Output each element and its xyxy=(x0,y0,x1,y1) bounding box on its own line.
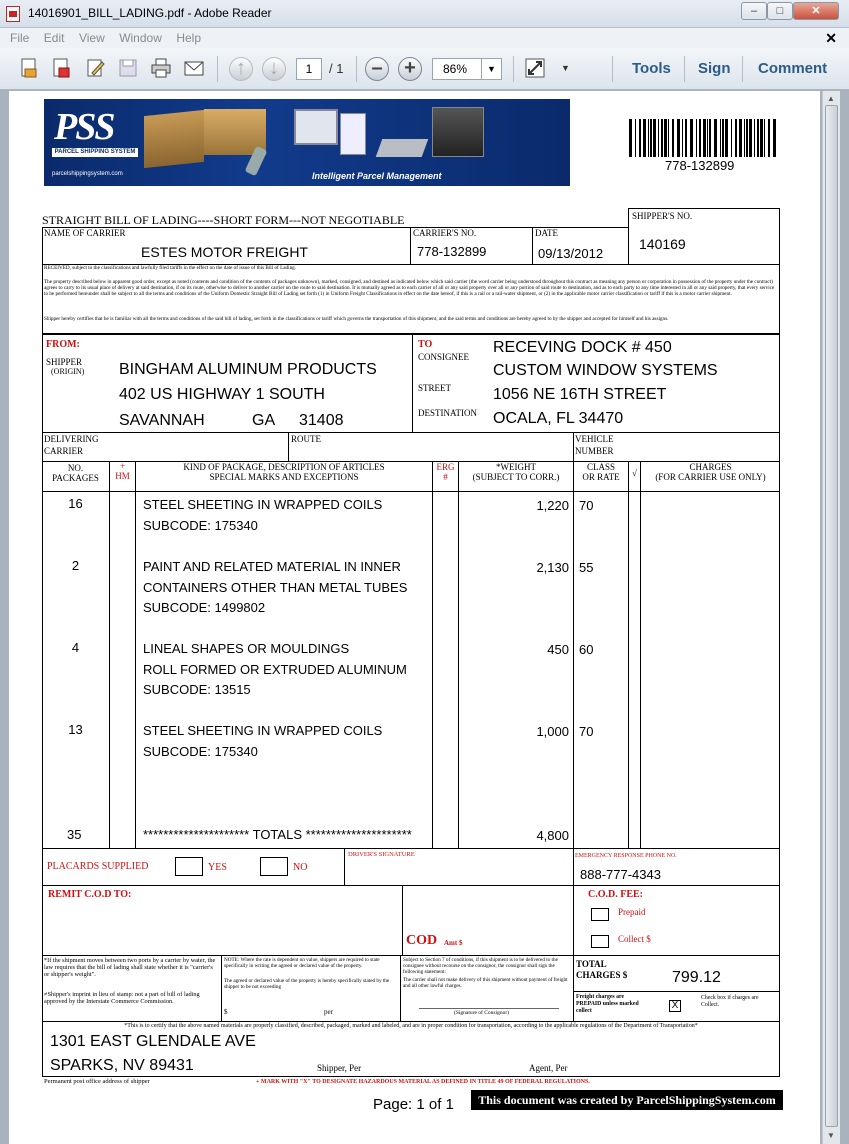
divider xyxy=(573,885,574,956)
po-address-label: Permanent post office address of shipper xyxy=(44,1078,150,1085)
col-weight-line2: (SUBJECT TO CORR.) xyxy=(472,472,560,482)
item-weight: 2,130 xyxy=(536,560,569,575)
received-terms: RECEIVED, subject to the classifications and lawfully filed tariffs in the effect on the date of issue of this Bill of Lading. xyxy=(44,265,297,271)
close-window-button[interactable]: ✕ xyxy=(793,2,839,20)
menu-view[interactable]: View xyxy=(78,31,105,45)
cod-label: COD xyxy=(406,933,438,948)
item-description-line: ROLL FORMED OR EXTRUDED ALUMINUM xyxy=(143,661,407,677)
number-label: NUMBER xyxy=(575,446,614,456)
item-weight: 450 xyxy=(547,642,569,657)
maximize-button[interactable]: □ xyxy=(767,2,793,20)
barcode-bar xyxy=(682,119,683,157)
section7-statement: The carrier shall not make delivery of this shipment without payment of freight and all other lawful charges. xyxy=(403,977,568,989)
barcode-bar xyxy=(635,119,636,157)
col-check: √ xyxy=(632,468,637,478)
agent-per-label: Agent, Per xyxy=(529,1063,568,1073)
total-charges-value: 799.12 xyxy=(672,969,721,986)
per-label: per xyxy=(324,1008,333,1016)
print-icon[interactable] xyxy=(150,57,172,79)
item-class: 70 xyxy=(579,498,594,513)
barcode-bar xyxy=(639,119,641,157)
no-label: NO xyxy=(293,862,308,873)
delivering-row xyxy=(42,432,780,462)
prepaid-checkbox[interactable] xyxy=(591,908,609,921)
barcode-bar xyxy=(749,119,752,157)
options-icon[interactable]: ▼ xyxy=(561,63,570,73)
barcode-bar xyxy=(764,119,765,157)
shipper-no-value: 140169 xyxy=(639,236,686,252)
barcode-bar xyxy=(685,119,687,157)
barcode-bar xyxy=(735,119,737,157)
computer-tower-image xyxy=(340,113,366,155)
po-street: 1301 EAST GLENDALE AVE xyxy=(50,1033,256,1050)
emergency-phone-label: EMERGENCY RESPONSE PHONE NO. xyxy=(575,853,677,859)
barcode-bar xyxy=(744,119,745,157)
divider xyxy=(410,227,411,265)
item-weight: 1,220 xyxy=(536,498,569,513)
divider xyxy=(135,461,136,849)
barcode-bar xyxy=(629,119,632,157)
scroll-down-icon[interactable]: ▼ xyxy=(827,1131,835,1140)
date-label: DATE xyxy=(535,228,558,238)
scrollbar-thumb[interactable] xyxy=(825,105,838,1127)
consignee-name-1: RECEVING DOCK # 450 xyxy=(493,339,672,356)
edit-pdf-icon[interactable] xyxy=(50,57,72,79)
legal-terms-box xyxy=(42,264,780,334)
divider xyxy=(288,432,289,462)
delivering-label: DELIVERING xyxy=(44,434,99,444)
prepaid-label: Prepaid xyxy=(618,907,646,917)
barcode-bar xyxy=(731,119,732,157)
carrier-name-value: ESTES MOTOR FREIGHT xyxy=(141,244,308,260)
barcode-bar xyxy=(658,119,659,157)
logo-banner xyxy=(44,99,570,186)
item-description-line: SUBCODE: 175340 xyxy=(143,743,258,759)
col-packages xyxy=(42,463,109,483)
barcode-bar xyxy=(664,119,667,157)
divider xyxy=(412,334,413,433)
barcode-bar xyxy=(690,119,693,157)
zoom-in-icon[interactable]: + xyxy=(398,57,422,81)
consignee-label: CONSIGNEE xyxy=(418,352,469,362)
printer-image xyxy=(432,107,484,157)
street-label: STREET xyxy=(418,383,451,393)
shipper-zip: 31408 xyxy=(299,412,344,429)
divider xyxy=(432,461,433,849)
comment-button[interactable]: Comment xyxy=(758,60,828,77)
table-header-divider xyxy=(42,491,780,492)
barcode-bar xyxy=(707,119,708,157)
barcode-number: 778-132899 xyxy=(665,158,735,173)
barcode-bar xyxy=(754,119,755,157)
barcode-bar xyxy=(722,119,724,157)
close-document-icon[interactable]: ✕ xyxy=(825,30,837,46)
dollar-label: $ xyxy=(224,1008,228,1016)
check-box-note: Check box if charges are Collect. xyxy=(701,995,759,1008)
menu-help[interactable]: Help xyxy=(176,31,202,45)
to-label: TO xyxy=(418,339,433,350)
toolbar-separator xyxy=(612,56,613,82)
col-class xyxy=(574,462,628,482)
minimize-button[interactable]: – xyxy=(741,2,767,20)
col-hm-line1: + xyxy=(119,461,126,471)
item-packages: 4 xyxy=(71,640,80,655)
save-icon[interactable] xyxy=(117,57,139,79)
from-label: FROM: xyxy=(46,339,80,350)
collect-label: Collect $ xyxy=(618,934,651,944)
declared-value-statement: The agreed or declared value of the property is hereby specifically stated by the shipper to be not exceeding xyxy=(224,978,390,990)
page-number: Page: 1 of 1 xyxy=(373,1096,454,1113)
shipper-no-box xyxy=(628,208,780,265)
menu-edit[interactable]: Edit xyxy=(43,31,65,45)
barcode-bar xyxy=(648,119,649,157)
divider xyxy=(221,955,222,1022)
shipper-per-label: Shipper, Per xyxy=(317,1063,362,1073)
legal-terms-text: The property described below in apparent good order, except as noted (contents and condition of the contents of packages unknown), marked, consigned, and destined as indicated below which said carrier (the word carrier being understood throughout this contract as meaning any person or corporation in possession of the property under the contract) agrees to carry to its usual place of delivery at said destination, if on its route, otherwise to deliver to another carrier on the route to said destination. It is mutually agreed as to each carrier of all or any said property over all or any portion of said route to destination, and as to each party to any time interested in all or any said property, that every service to be performed hereunder shall be subject to all the terms and conditions of the Uniform Domestic Straight Bill of Lading set forth (1) in Uniform Freight Classifications in effect on the date hereof, if this is a rail or a rail-water shipment, or (2) in the applicable motor carrier classification or tariff if this is a motor carrier shipment. xyxy=(44,279,775,297)
carrier-no-value: 778-132899 xyxy=(417,244,487,259)
item-description xyxy=(143,495,428,536)
po-city: SPARKS, NV 89431 xyxy=(50,1057,194,1074)
toolbar-separator xyxy=(217,56,218,82)
divider xyxy=(573,848,574,886)
divider xyxy=(402,885,403,956)
shipper-state: GA xyxy=(252,412,276,429)
col-weight xyxy=(459,462,573,482)
barcode-bar xyxy=(757,119,759,157)
menu-window[interactable]: Window xyxy=(119,31,162,45)
email-icon[interactable] xyxy=(183,57,205,79)
total-weight: 4,800 xyxy=(536,828,569,843)
scroll-up-icon[interactable]: ▲ xyxy=(827,94,835,103)
create-pdf-icon[interactable] xyxy=(18,57,40,79)
toolbar-separator xyxy=(684,56,685,82)
col-erg-line2: # xyxy=(443,472,448,482)
total-packages: 35 xyxy=(67,827,82,842)
col-class-line2: OR RATE xyxy=(582,472,620,482)
item-packages: 13 xyxy=(68,722,83,737)
window-title: 14016901_BILL_LADING.pdf - Adobe Reader xyxy=(28,6,272,20)
divider xyxy=(573,955,574,1022)
placards-yes-checkbox[interactable] xyxy=(175,857,203,876)
barcode-bar xyxy=(653,119,656,157)
divider xyxy=(532,227,533,265)
consignee-street: 1056 NE 16TH STREET xyxy=(493,386,667,403)
origin-label: (ORIGIN) xyxy=(51,367,85,376)
divider xyxy=(640,461,641,849)
logo-site: parcelshippingsystem.com xyxy=(52,171,123,177)
barcode-bar xyxy=(703,119,706,157)
placards-no-checkbox[interactable] xyxy=(260,857,288,876)
divider xyxy=(573,991,780,992)
item-description-line: STEEL SHEETING IN WRAPPED COILS xyxy=(143,497,383,512)
window-titlebar xyxy=(0,0,849,28)
barcode-bar xyxy=(739,119,742,157)
shipper-label: SHIPPER xyxy=(46,357,83,367)
col-description xyxy=(136,462,432,482)
divider xyxy=(344,848,345,886)
logo-brand: PSS xyxy=(54,106,114,148)
sign-icon[interactable] xyxy=(84,57,106,79)
col-erg xyxy=(433,462,458,482)
consignee-name-2: CUSTOM WINDOW SYSTEMS xyxy=(493,362,718,379)
barcode-bar xyxy=(720,119,721,157)
imprint-note: ≠Shipper's imprint in lieu of stamp: not a part of bill of lading approved by the Interstate Commerce Commission. xyxy=(44,991,200,1005)
monitor-image xyxy=(294,109,338,145)
created-by-footer: This document was created by ParcelShippingSystem.com xyxy=(471,1090,783,1110)
item-class: 55 xyxy=(579,560,594,575)
item-description-line: CONTAINERS OTHER THAN METAL TUBES xyxy=(143,579,408,595)
vehicle-label: VEHICLE xyxy=(575,434,614,444)
emergency-phone: 888-777-4343 xyxy=(580,867,661,882)
total-label: TOTAL xyxy=(576,959,607,969)
item-weight: 1,000 xyxy=(536,724,569,739)
divider xyxy=(109,461,110,849)
barcode-bar xyxy=(746,119,748,157)
consignee-destination: OCALA, FL 34470 xyxy=(493,410,624,427)
toolbar xyxy=(0,48,849,90)
col-erg-line1: ERG xyxy=(436,462,455,472)
vertical-scrollbar[interactable] xyxy=(822,91,840,1144)
section7-note: Subject to Section 7 of conditions, if this shipment is to be delivered to the consignee without recourse on the consignor, the consignor shall sign the following statement: xyxy=(403,957,558,975)
page-up-icon[interactable]: ↑ xyxy=(229,57,253,81)
divider xyxy=(400,955,401,1022)
col-class-line1: CLASS xyxy=(586,462,615,472)
collect-checkbox[interactable] xyxy=(591,935,609,948)
divider xyxy=(573,432,574,462)
item-description xyxy=(143,557,428,619)
shipper-no-label: SHIPPER'S NO. xyxy=(632,211,693,221)
pdf-app-icon xyxy=(6,6,20,22)
logo-caption: PARCEL SHIPPING SYSTEM xyxy=(52,148,138,157)
logo-tagline: Intelligent Parcel Management xyxy=(312,171,442,181)
col-hm-line2: HM xyxy=(115,471,130,481)
barcode-bar xyxy=(696,119,697,157)
col-charges xyxy=(641,462,780,482)
col-description-line1: KIND OF PACKAGE, DESCRIPTION OF ARTICLES xyxy=(183,462,385,472)
charges-label: CHARGES $ xyxy=(576,970,628,980)
shipper-certification: Shipper hereby certifies that he is familiar with all the terms and conditions of the said bill of lading, set forth in the classifications or tariff which governs the transportation of this shipment, and the said terms and conditions are hereby agreed to by the shipper and accepted for himself and his assigns. xyxy=(44,316,669,322)
cod-amount-label: Amt $ xyxy=(444,939,463,947)
date-value: 09/13/2012 xyxy=(538,246,604,261)
hazardous-note: + MARK WITH "X" TO DESIGNATE HAZARDOUS MATERIAL AS DEFINED IN TITLE 49 OF FEDERAL REGULATIONS. xyxy=(256,1079,590,1085)
barcode xyxy=(627,119,779,159)
barcode-bar xyxy=(643,119,646,157)
toolbar-separator xyxy=(356,56,357,82)
carrier-label: CARRIER xyxy=(44,446,84,456)
totals-label: ********************* TOTALS ********************* xyxy=(143,827,412,842)
item-description xyxy=(143,639,428,701)
barcode-bar xyxy=(650,119,652,157)
placards-label: PLACARDS SUPPLIED xyxy=(47,861,149,872)
menu-file[interactable]: File xyxy=(10,31,30,45)
col-charges-line1: CHARGES xyxy=(689,462,732,472)
barcode-bar xyxy=(768,119,770,157)
barcode-bar xyxy=(760,119,763,157)
item-description-line: SUBCODE: 175340 xyxy=(143,517,258,533)
item-description-line: LINEAL SHAPES OR MOULDINGS xyxy=(143,641,350,656)
destination-label: DESTINATION xyxy=(418,408,477,418)
item-description-line: SUBCODE: 13515 xyxy=(143,682,251,697)
driver-signature-label: DRIVER'S SIGNATURE xyxy=(348,851,415,858)
barcode-bar xyxy=(773,119,776,157)
fullscreen-icon[interactable] xyxy=(524,57,546,79)
chevron-down-icon[interactable]: ▼ xyxy=(481,59,501,79)
divider xyxy=(628,461,629,849)
zoom-select[interactable] xyxy=(432,58,502,80)
divider xyxy=(458,461,459,849)
water-carrier-note: *If the shipment moves between two ports by a carrier by water, the law requires that the bill of lading shall state whether it is "carrier's or shipper's weight". xyxy=(44,957,216,978)
scale-image xyxy=(376,139,429,157)
barcode-bar xyxy=(709,119,711,157)
toolbar-separator xyxy=(513,56,514,82)
col-description-line2: SPECIAL MARKS AND EXCEPTIONS xyxy=(209,472,359,482)
page-down-icon[interactable]: ↓ xyxy=(262,57,286,81)
menu-bar xyxy=(0,28,849,48)
boxes-image xyxy=(144,110,204,168)
freight-prepaid-note: Freight charges are PREPAID unless marked collect xyxy=(576,994,639,1014)
carrier-no-label: CARRIER'S NO. xyxy=(413,228,477,238)
declared-value-note: NOTE: Where the rate is dependent on value, shippers are required to state specifically in writing the agreed or declared value of the property. xyxy=(224,957,380,969)
shipper-street: 402 US HIGHWAY 1 SOUTH xyxy=(119,386,325,403)
page-total: / 1 xyxy=(329,61,344,76)
yes-label: YES xyxy=(208,862,227,873)
pdf-page xyxy=(9,91,820,1144)
page-title: STRAIGHT BILL OF LADING----SHORT FORM---NOT NEGOTIABLE xyxy=(42,213,405,227)
barcode-bar xyxy=(714,119,717,157)
item-packages: 2 xyxy=(71,558,80,573)
barcode-bar xyxy=(661,119,663,157)
consignor-signature-line xyxy=(419,1008,559,1009)
collect-charges-checkbox[interactable]: X xyxy=(669,1000,681,1012)
zoom-out-icon[interactable]: – xyxy=(365,57,389,81)
barcode-bar xyxy=(725,119,728,157)
toolbar-separator xyxy=(742,56,743,82)
item-class: 70 xyxy=(579,724,594,739)
zoom-value: 86% xyxy=(443,62,468,76)
tools-button[interactable]: Tools xyxy=(632,60,671,77)
barcode-bar xyxy=(699,119,701,157)
item-description-line: SUBCODE: 1499802 xyxy=(143,600,266,615)
carrier-name-label: NAME OF CARRIER xyxy=(44,228,126,238)
shipper-city: SAVANNAH xyxy=(119,412,205,429)
barcode-bar xyxy=(677,119,680,157)
item-description-line: STEEL SHEETING IN WRAPPED COILS xyxy=(143,723,383,738)
consignor-signature-label: (Signature of Consignor) xyxy=(454,1010,509,1016)
page-number-input[interactable]: 1 xyxy=(296,58,322,80)
remit-cod-label: REMIT C.O.D TO: xyxy=(48,889,132,900)
col-packages-line1: NO. xyxy=(67,463,84,473)
col-charges-line2: (FOR CARRIER USE ONLY) xyxy=(655,472,766,482)
item-description-line: PAINT AND RELATED MATERIAL IN INNER xyxy=(143,559,401,574)
shipper-name: BINGHAM ALUMINUM PRODUCTS xyxy=(119,361,377,378)
col-weight-line1: *WEIGHT xyxy=(496,462,536,472)
item-packages: 16 xyxy=(68,496,83,511)
route-label: ROUTE xyxy=(291,434,321,444)
item-description xyxy=(143,721,428,762)
sign-button[interactable]: Sign xyxy=(698,60,731,77)
cod-fee-label: C.O.D. FEE: xyxy=(588,889,643,900)
item-class: 60 xyxy=(579,642,594,657)
divider xyxy=(573,461,574,849)
document-viewer xyxy=(0,91,849,1144)
col-hm xyxy=(110,461,135,481)
barcode-bar xyxy=(672,119,674,157)
barcode-bar xyxy=(668,119,669,157)
col-packages-line2: PACKAGES xyxy=(52,473,99,483)
certification-text: *This is to certify that the above named materials are properly classified, described, packaged, marked and labeled, and are in proper condition for transportation, according to the applicable regulations of the Department of Transportation* xyxy=(124,1023,698,1029)
